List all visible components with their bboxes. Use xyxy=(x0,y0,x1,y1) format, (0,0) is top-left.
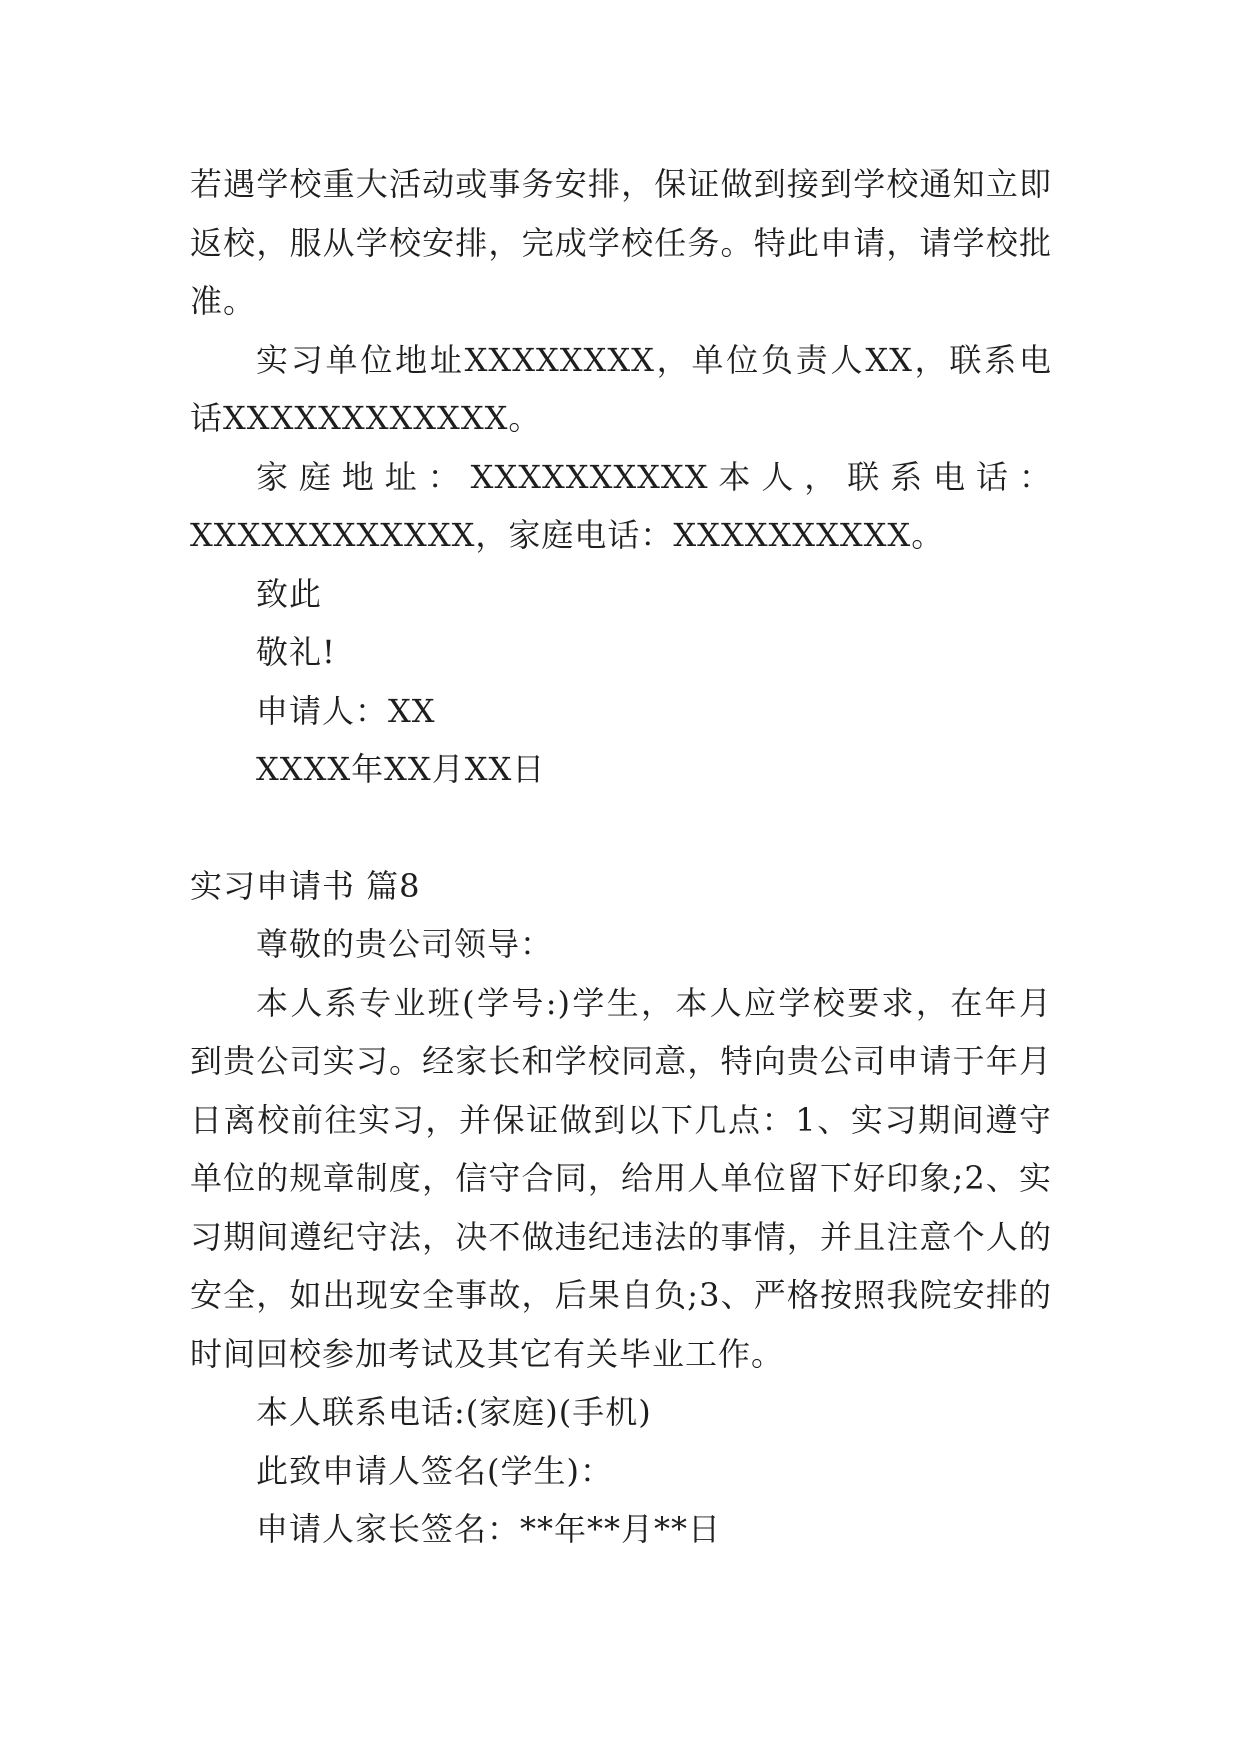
closing-regards: 敬礼! xyxy=(256,633,336,671)
paragraph-internship-unit: 实习单位地址XXXXXXXX，单位负责人XX，联系电话XXXXXXXXXXXX。 xyxy=(190,340,1052,437)
section-heading: 实习申请书 篇8 xyxy=(190,866,421,905)
parent-signature-line: 申请人家长签名：**年**月**日 xyxy=(256,1510,722,1548)
applicant-name: 申请人：XX xyxy=(256,691,436,730)
paragraph-return-to-school: 若遇学校重大活动或事务安排，保证做到接到学校通知立即返校，服从学校安排，完成学校任务。特此申请，请学校批准。 xyxy=(190,165,1052,320)
application-date: XXXX年XX月XX日 xyxy=(256,750,546,788)
application-body: 本人系专业班(学号:)学生，本人应学校要求，在年月到贵公司实习。经家长和学校同意，特向贵公司申请于年月日离校前往实习，并保证做到以下几点：1、实习期间遵守单位的规章制度，信守合同，给用人单位留下好印象;2、实习期间遵纪守法，决不做违纪违法的事情，并且注意个人的安全，如出现安全事故，后果自负;3、严格按照我院安排的时间回校参加考试及其它有关毕业工作。 xyxy=(190,983,1052,1373)
closing-salutation: 致此 xyxy=(256,574,323,613)
student-signature-line: 此致申请人签名(学生)： xyxy=(256,1451,613,1490)
addressee: 尊敬的贵公司领导： xyxy=(256,925,554,963)
contact-phone: 本人联系电话:(家庭)(手机) xyxy=(256,1393,652,1431)
paragraph-home-address: 家庭地址：XXXXXXXXXX本人，联系电话：XXXXXXXXXXXX，家庭电话：XXXXXXXXXX。 xyxy=(190,457,1052,554)
document-page xyxy=(190,155,1052,1559)
